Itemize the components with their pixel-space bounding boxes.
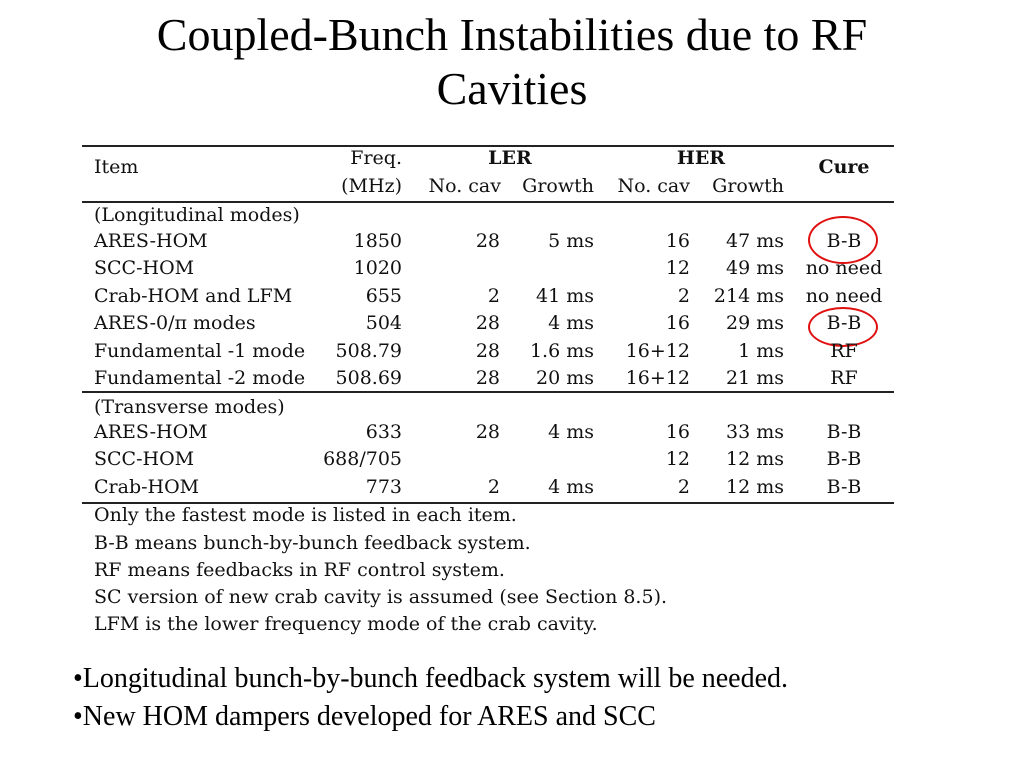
cell-item: Crab-HOM xyxy=(94,475,200,498)
cell-her-cav: 2 xyxy=(677,475,690,498)
title-line-2: Cavities xyxy=(436,63,588,114)
cell-her-growth: 12 ms xyxy=(726,448,784,471)
header-ler-no-cav: No. cav xyxy=(428,175,501,197)
cell-her-growth: 47 ms xyxy=(726,230,784,252)
cell-her-cav: 12 xyxy=(665,448,690,471)
table-note: LFM is the lower frequency mode of the crab cavity. xyxy=(94,613,598,635)
cell-her-growth: 49 ms xyxy=(726,257,784,280)
bullet-list xyxy=(73,660,788,736)
longitudinal-section-label: (Longitudinal modes) xyxy=(94,204,300,226)
bullet-item: •New HOM dampers developed for ARES and SCC xyxy=(73,701,656,732)
cell-ler-growth: 41 ms xyxy=(536,284,594,307)
table-note: B-B means bunch-by-bunch feedback system. xyxy=(94,532,531,554)
cell-cure: RF xyxy=(830,339,858,362)
cell-item: SCC-HOM xyxy=(94,448,195,471)
cell-ler-cav: 28 xyxy=(475,339,500,362)
cell-freq: 504 xyxy=(365,312,402,335)
cell-freq: 633 xyxy=(365,421,402,443)
cell-cure: B-B xyxy=(826,421,862,443)
header-item: Item xyxy=(94,156,139,178)
cell-her-cav: 16 xyxy=(665,421,690,443)
cell-ler-cav: 2 xyxy=(487,475,500,498)
cell-freq: 773 xyxy=(365,475,402,498)
header-freq: Freq. xyxy=(350,147,402,169)
table-note: SC version of new crab cavity is assumed (see Section 8.5). xyxy=(94,586,668,608)
cell-ler-growth: 4 ms xyxy=(548,421,594,443)
cell-ler-growth: 1.6 ms xyxy=(529,339,594,362)
cell-cure: no need xyxy=(805,284,883,307)
cell-ler-cav: 28 xyxy=(475,367,500,389)
cell-item: ARES-HOM xyxy=(94,230,208,252)
cell-ler-cav: 28 xyxy=(475,230,500,252)
cell-her-cav: 16+12 xyxy=(625,339,690,362)
cell-her-cav: 16 xyxy=(665,230,690,252)
cell-her-growth: 21 ms xyxy=(726,367,784,389)
cell-item: Fundamental -2 mode xyxy=(94,367,306,389)
cell-her-cav: 16+12 xyxy=(625,367,690,389)
table-note: Only the fastest mode is listed in each item. xyxy=(94,504,517,526)
cell-cure: B-B xyxy=(826,475,862,498)
cell-ler-cav: 28 xyxy=(475,421,500,443)
header-her-growth: Growth xyxy=(712,175,784,197)
header-cure: Cure xyxy=(818,156,870,178)
cell-ler-cav: 28 xyxy=(475,312,500,335)
cell-her-growth: 1 ms xyxy=(738,339,784,362)
cell-item: Crab-HOM and LFM xyxy=(94,284,293,307)
cell-item: ARES-0/π modes xyxy=(94,312,256,335)
cell-cure: B-B xyxy=(826,230,862,252)
cell-item: SCC-HOM xyxy=(94,257,195,280)
cell-her-growth: 29 ms xyxy=(726,312,784,335)
cell-her-growth: 214 ms xyxy=(713,284,784,307)
cell-cure: B-B xyxy=(826,312,862,335)
header-her-no-cav: No. cav xyxy=(617,175,690,197)
cell-freq: 508.69 xyxy=(335,367,402,389)
cell-ler-growth: 4 ms xyxy=(548,312,594,335)
cell-item: Fundamental -1 mode xyxy=(94,339,306,362)
cell-item: ARES-HOM xyxy=(94,421,208,443)
transverse-section-label: (Transverse modes) xyxy=(94,396,285,418)
cell-freq: 508.79 xyxy=(335,339,402,362)
slide-title xyxy=(0,8,1024,116)
cell-freq: 688/705 xyxy=(323,448,402,471)
table-note: RF means feedbacks in RF control system. xyxy=(94,559,505,581)
cell-her-growth: 33 ms xyxy=(726,421,784,443)
bullet-item: •Longitudinal bunch-by-bunch feedback system will be needed. xyxy=(73,663,789,694)
cell-her-growth: 12 ms xyxy=(726,475,784,498)
header-freq-unit: (MHz) xyxy=(341,175,402,197)
header-her: HER xyxy=(676,147,726,169)
cell-ler-growth: 5 ms xyxy=(548,230,594,252)
cell-freq: 655 xyxy=(365,284,402,307)
cell-ler-growth: 20 ms xyxy=(536,367,594,389)
cell-her-cav: 16 xyxy=(665,312,690,335)
cell-ler-growth: 4 ms xyxy=(548,475,594,498)
cell-cure: B-B xyxy=(826,448,862,471)
longitudinal-bottom-rule xyxy=(82,391,894,393)
cell-freq: 1850 xyxy=(353,230,402,252)
cell-her-cav: 12 xyxy=(665,257,690,280)
title-line-1: Coupled-Bunch Instabilities due to RF xyxy=(156,9,868,60)
cell-her-cav: 2 xyxy=(677,284,690,307)
header-ler: LER xyxy=(488,147,532,169)
cell-ler-cav: 2 xyxy=(487,284,500,307)
header-ler-growth: Growth xyxy=(522,175,594,197)
instability-table xyxy=(82,145,894,639)
cell-cure: RF xyxy=(830,367,858,389)
cell-cure: no need xyxy=(805,257,883,280)
cell-freq: 1020 xyxy=(353,257,402,280)
